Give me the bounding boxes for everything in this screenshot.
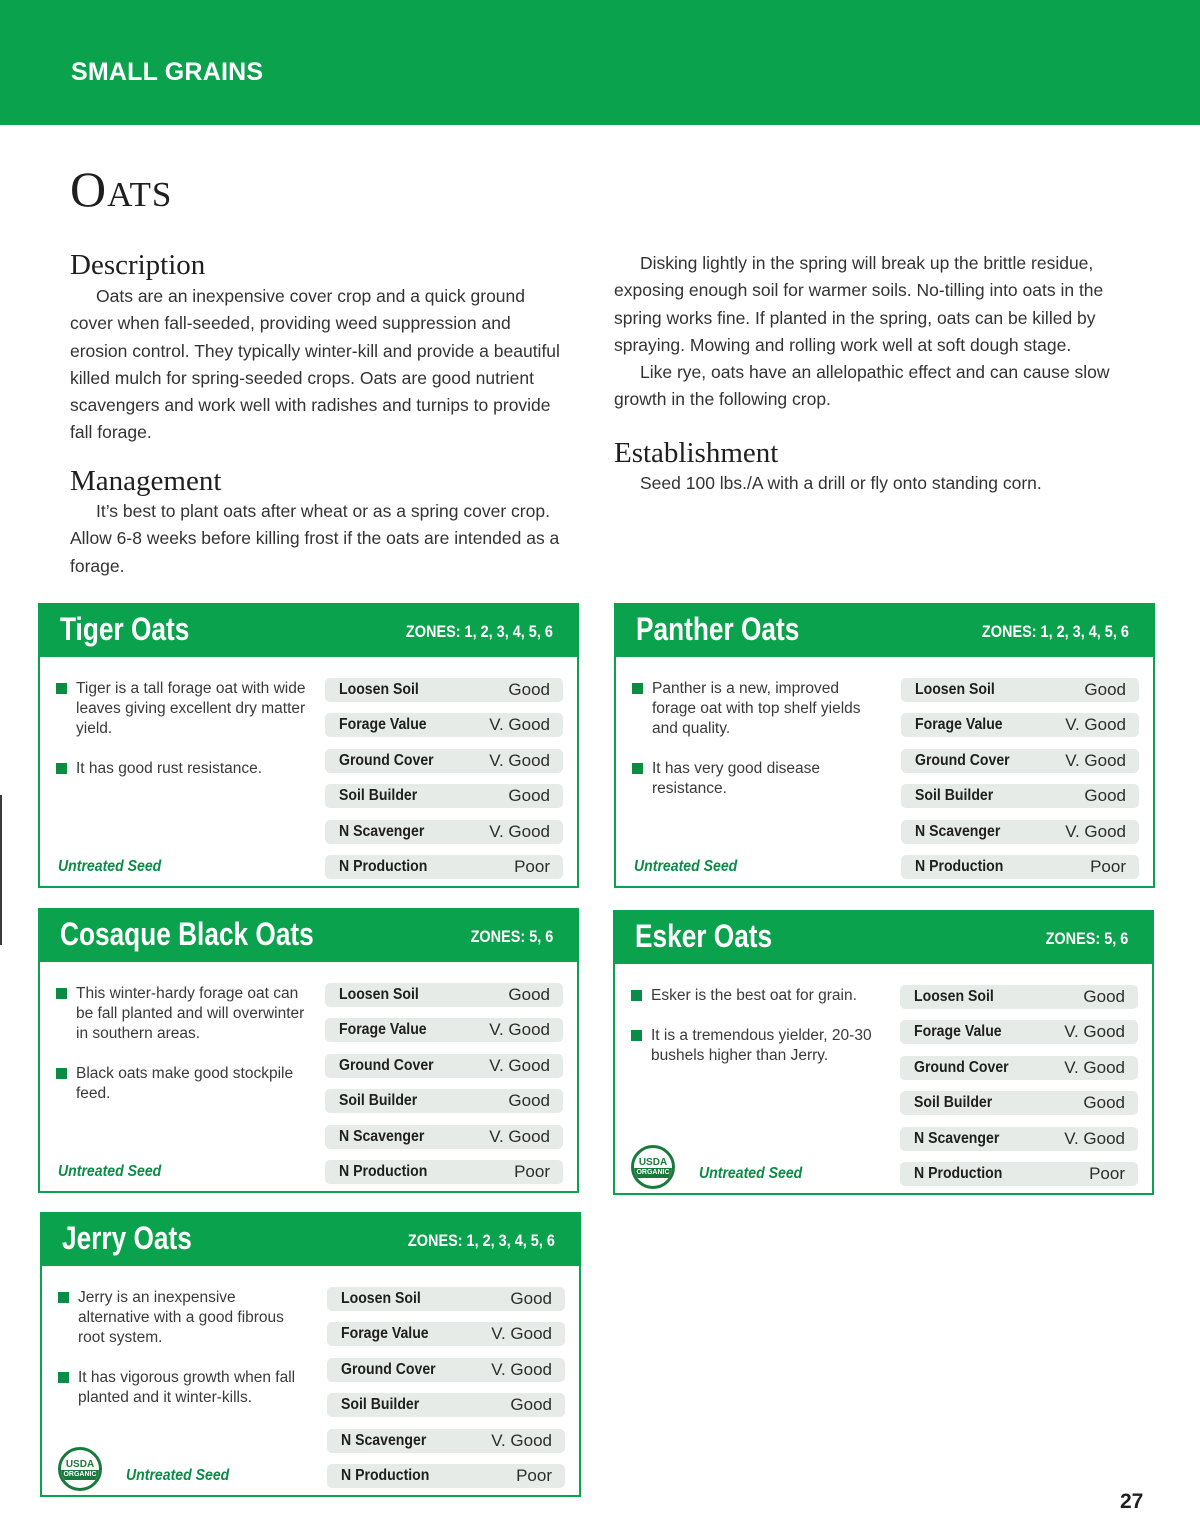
rating-row [327, 1358, 565, 1382]
feature-text: Jerry is an inexpensive alternative with a good fibrous root system. [78, 1289, 284, 1346]
section-label: SMALL GRAINS [71, 58, 264, 86]
page-number: 27 [1120, 1490, 1144, 1513]
usda-organic-seal-icon [58, 1447, 102, 1491]
rating-label: N Production [341, 1466, 430, 1484]
zones-label: ZONES: 1, 2, 3, 4, 5, 6 [408, 1231, 555, 1250]
management-paragraph: It’s best to plant oats after wheat or as a spring cover crop. Allow 6-8 weeks before killing frost if the oats are intended as a forage. [70, 501, 560, 576]
rating-value: V. Good [489, 1020, 550, 1040]
rating-value: V. Good [1064, 1128, 1125, 1148]
square-bullet-icon [58, 1372, 69, 1383]
feature-item [58, 1288, 308, 1348]
ratings-table [900, 985, 1138, 1197]
feature-text: It has good rust resistance. [76, 760, 263, 777]
rating-value: V. Good [1065, 750, 1126, 770]
variety-card-esker-oats [613, 910, 1154, 1195]
square-bullet-icon [58, 1292, 69, 1303]
rating-row [325, 1160, 563, 1184]
seal-usda-text: USDA [638, 1156, 668, 1168]
rating-row [901, 713, 1139, 737]
rating-value: Good [1084, 680, 1126, 699]
rating-value: V. Good [1065, 821, 1126, 841]
feature-list [56, 984, 306, 1124]
seed-treatment-note: Untreated Seed [699, 1165, 803, 1182]
card-header [615, 912, 1152, 964]
establishment-paragraph: Seed 100 lbs./A with a drill or fly onto standing corn. [640, 473, 1042, 493]
card-header [42, 1214, 579, 1266]
rating-label: Ground Cover [914, 1058, 1009, 1076]
rating-row [327, 1464, 565, 1488]
rating-label: Forage Value [341, 1325, 429, 1343]
rating-label: N Production [914, 1164, 1003, 1182]
variety-card-jerry-oats [40, 1212, 581, 1497]
rating-value: V. Good [491, 1430, 552, 1450]
rating-label: Ground Cover [339, 1056, 434, 1074]
rating-label: N Scavenger [341, 1431, 427, 1449]
zones-label: ZONES: 1, 2, 3, 4, 5, 6 [982, 622, 1129, 641]
usda-organic-seal-icon [631, 1145, 675, 1189]
feature-list [58, 1288, 308, 1428]
rating-value: Poor [1090, 856, 1126, 876]
management-heading: Management [70, 465, 222, 497]
feature-item [631, 986, 881, 1006]
rating-row [901, 855, 1139, 879]
square-bullet-icon [632, 683, 643, 694]
rating-label: Forage Value [339, 716, 427, 734]
variety-name: Panther Oats [636, 611, 800, 647]
feature-item [56, 759, 306, 779]
rating-label: Soil Builder [339, 787, 418, 805]
feature-list [631, 986, 881, 1086]
rating-row [327, 1322, 565, 1346]
square-bullet-icon [631, 990, 642, 1001]
square-bullet-icon [631, 1030, 642, 1041]
rating-label: N Scavenger [339, 1127, 425, 1145]
rating-row [325, 1054, 563, 1078]
seal-organic-text: ORGANIC [634, 1168, 672, 1178]
rating-row [900, 985, 1138, 1009]
management-text [70, 498, 565, 580]
rating-row [901, 749, 1139, 773]
rating-label: Ground Cover [341, 1360, 436, 1378]
rating-row [325, 820, 563, 844]
rating-value: Good [510, 1395, 552, 1415]
allelopathy-paragraph: Like rye, oats have an allelopathic effect and can cause slow growth in the following crop. [614, 362, 1110, 410]
feature-item [58, 1368, 308, 1408]
seal-usda-text: USDA [65, 1458, 95, 1470]
rating-value: Poor [516, 1465, 552, 1485]
rating-label: Loosen Soil [341, 1290, 421, 1307]
ratings-table [901, 678, 1139, 890]
rating-row [325, 749, 563, 773]
rating-label: Loosen Soil [914, 988, 994, 1005]
description-text [70, 283, 565, 447]
rating-label: N Scavenger [339, 822, 425, 840]
rating-value: Good [1084, 786, 1126, 806]
rating-label: Ground Cover [915, 751, 1010, 769]
rating-row [327, 1429, 565, 1453]
rating-row [901, 678, 1139, 702]
rating-value: Good [508, 680, 550, 699]
rating-value: Good [508, 786, 550, 806]
rating-label: N Scavenger [915, 822, 1001, 840]
description-heading: Description [70, 249, 206, 281]
rating-value: V. Good [489, 1126, 550, 1146]
rating-row [325, 784, 563, 808]
page-edge-mark [0, 795, 2, 945]
zones-label: ZONES: 5, 6 [1045, 929, 1128, 948]
ratings-table [325, 983, 563, 1195]
variety-name: Esker Oats [635, 918, 773, 954]
rating-row [327, 1287, 565, 1311]
rating-row [325, 983, 563, 1007]
rating-row [900, 1091, 1138, 1115]
feature-item [56, 984, 306, 1044]
ratings-table [325, 678, 563, 890]
feature-item [632, 759, 882, 799]
feature-text: Esker is the best oat for grain. [651, 987, 857, 1004]
feature-text: It has vigorous growth when fall planted and it winter-kills. [78, 1369, 296, 1406]
square-bullet-icon [56, 763, 67, 774]
feature-text: Black oats make good stockpile feed. [76, 1065, 294, 1102]
rating-label: Ground Cover [339, 751, 434, 769]
rating-label: N Production [339, 1162, 428, 1180]
tillage-paragraph: Disking lightly in the spring will break up the brittle residue, exposing enough soil for warmer soils. No-tilling into oats in the spring works fine. If planted in the spring, oats can be killed by spraying. Mowing and rolling work well at soft dough stage. [614, 253, 1104, 355]
rating-row [327, 1393, 565, 1417]
feature-item [56, 1064, 306, 1104]
rating-row [325, 713, 563, 737]
rating-row [325, 678, 563, 702]
rating-value: Good [1083, 1093, 1125, 1113]
variety-name: Cosaque Black Oats [60, 916, 314, 952]
rating-label: Forage Value [914, 1023, 1002, 1041]
establishment-text [614, 470, 1114, 497]
rating-value: V. Good [489, 821, 550, 841]
rating-value: Good [508, 985, 550, 1004]
section-header-bar [0, 0, 1200, 125]
rating-value: V. Good [489, 750, 550, 770]
rating-row [901, 820, 1139, 844]
card-header [40, 910, 577, 962]
feature-item [632, 679, 882, 739]
rating-value: Poor [514, 1161, 550, 1181]
right-column-text [614, 250, 1114, 414]
rating-value: V. Good [1064, 1022, 1125, 1042]
rating-value: V. Good [491, 1324, 552, 1344]
rating-row [325, 1018, 563, 1042]
rating-value: V. Good [489, 715, 550, 735]
rating-value: Good [508, 1091, 550, 1111]
variety-name: Jerry Oats [62, 1220, 192, 1256]
seed-treatment-note: Untreated Seed [126, 1467, 230, 1484]
card-header [40, 605, 577, 657]
rating-row [325, 1125, 563, 1149]
feature-item [56, 679, 306, 739]
zones-label: ZONES: 1, 2, 3, 4, 5, 6 [406, 622, 553, 641]
variety-card-panther-oats [614, 603, 1155, 888]
rating-label: N Production [339, 857, 428, 875]
feature-text: Panther is a new, improved forage oat with top shelf yields and quality. [652, 680, 861, 737]
rating-value: V. Good [1064, 1057, 1125, 1077]
feature-text: Tiger is a tall forage oat with wide leaves giving excellent dry matter yield. [76, 680, 306, 737]
rating-label: N Production [915, 857, 1004, 875]
square-bullet-icon [56, 988, 67, 999]
variety-card-tiger-oats [38, 603, 579, 888]
rating-value: Good [510, 1289, 552, 1308]
rating-label: Forage Value [339, 1021, 427, 1039]
rating-label: Loosen Soil [915, 681, 995, 698]
seed-treatment-note: Untreated Seed [58, 858, 162, 875]
seed-treatment-note: Untreated Seed [58, 1163, 162, 1180]
rating-value: Good [1083, 987, 1125, 1006]
feature-list [632, 679, 882, 819]
rating-row [900, 1162, 1138, 1186]
rating-label: N Scavenger [914, 1129, 1000, 1147]
description-paragraph: Oats are an inexpensive cover crop and a quick ground cover when fall-seeded, providing weed suppression and erosion control. They typically winter-kill and provide a beautiful killed mulch for spring-seeded crops. Oats are good nutrient scavengers and work well with radishes and turnips to provide fall forage. [70, 286, 560, 443]
rating-value: Poor [1089, 1163, 1125, 1183]
feature-text: It has very good disease resistance. [652, 760, 821, 797]
rating-row [900, 1056, 1138, 1080]
ratings-table [327, 1287, 565, 1499]
rating-label: Soil Builder [341, 1396, 420, 1414]
seed-treatment-note: Untreated Seed [634, 858, 738, 875]
rating-row [900, 1020, 1138, 1044]
rating-row [901, 784, 1139, 808]
card-header [616, 605, 1153, 657]
zones-label: ZONES: 5, 6 [470, 927, 553, 946]
square-bullet-icon [56, 683, 67, 694]
rating-label: Forage Value [915, 716, 1003, 734]
feature-item [631, 1026, 881, 1066]
feature-list [56, 679, 306, 799]
variety-card-cosaque-black-oats [38, 908, 579, 1193]
square-bullet-icon [632, 763, 643, 774]
rating-label: Loosen Soil [339, 986, 419, 1003]
rating-label: Soil Builder [914, 1094, 993, 1112]
seal-organic-text: ORGANIC [61, 1470, 99, 1480]
rating-value: V. Good [1065, 715, 1126, 735]
rating-row [325, 855, 563, 879]
feature-text: It is a tremendous yielder, 20-30 bushels higher than Jerry. [651, 1027, 872, 1064]
rating-label: Soil Builder [339, 1092, 418, 1110]
variety-name: Tiger Oats [60, 611, 190, 647]
rating-value: V. Good [491, 1359, 552, 1379]
rating-row [900, 1127, 1138, 1151]
establishment-heading: Establishment [614, 437, 779, 469]
rating-value: V. Good [489, 1055, 550, 1075]
rating-row [325, 1089, 563, 1113]
rating-label: Soil Builder [915, 787, 994, 805]
page-title: Oats [70, 161, 173, 217]
rating-value: Poor [514, 856, 550, 876]
square-bullet-icon [56, 1068, 67, 1079]
rating-label: Loosen Soil [339, 681, 419, 698]
feature-text: This winter-hardy forage oat can be fall planted and will overwinter in southern areas. [76, 985, 305, 1042]
